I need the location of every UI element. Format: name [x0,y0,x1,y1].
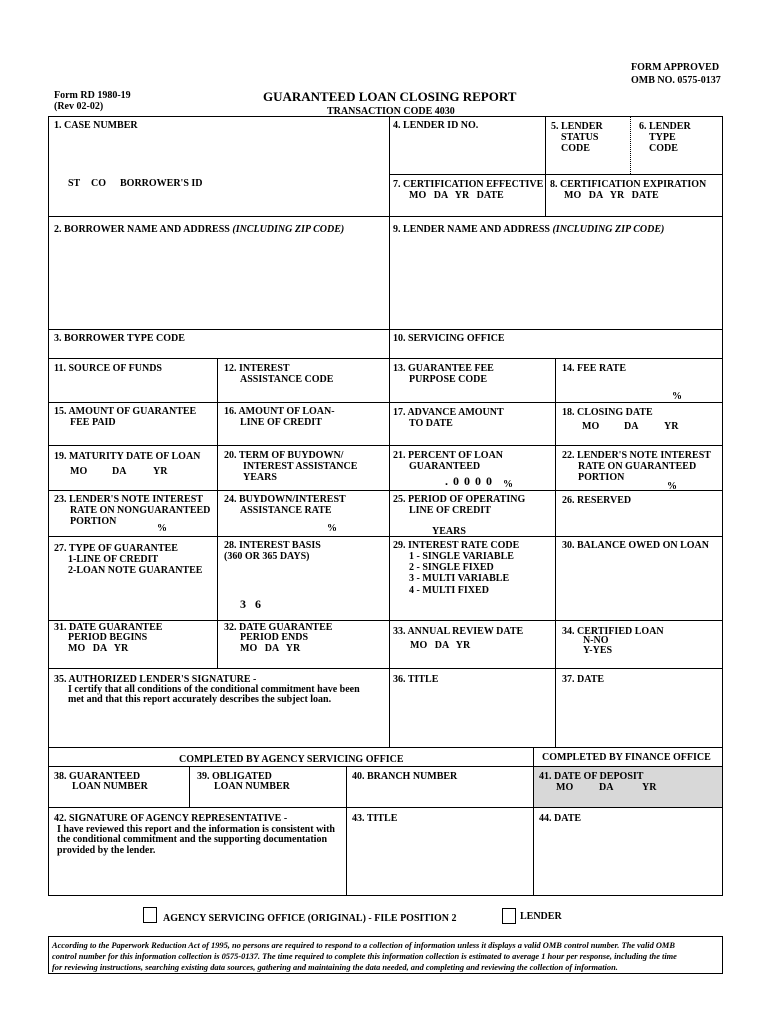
note-rate-guaranteed-percent: % [667,481,677,492]
closing-date-mo: MO [582,421,600,432]
note-rate-guaranteed-label-2: RATE ON GUARANTEED [578,461,697,472]
certified-loan-yes: Y-YES [583,645,613,656]
agency-copy-checkbox[interactable] [143,907,157,923]
agency-certification-text-2: the conditional commitment and the supporting documentation [57,834,328,845]
divider [48,445,723,446]
closing-date-label: 18. CLOSING DATE [562,407,653,418]
borrower-name-address-label: 2. BORROWER NAME AND ADDRESS (INCLUDING ZIP CODE) [54,224,345,235]
date-of-deposit-label: 41. DATE OF DEPOSIT [539,771,644,782]
guarantee-fee-paid-label-2: FEE PAID [70,417,116,428]
maturity-date-label: 19. MATURITY DATE OF LOAN [54,451,201,462]
annual-review-date-label: 33. ANNUAL REVIEW DATE [393,626,524,637]
divider [346,766,347,896]
lender-copy-label: LENDER [520,911,562,922]
pra-line-2: control number for this information collection is 0575-0137. The time required to complete this information collection is estimated to average 1 hour per response, including the time [52,952,677,961]
lender-type-code-label-2: TYPE [649,132,676,143]
borrower-id-label: BORROWER'S ID [120,178,203,189]
fee-rate-percent: % [672,391,682,402]
lender-id-label: 4. LENDER ID NO. [393,120,479,131]
reserved-label: 26. RESERVED [562,495,632,506]
obligated-loan-number-label-2: LOAN NUMBER [214,781,290,792]
note-rate-nonguaranteed-label-3: PORTION [70,516,117,527]
source-of-funds-label: 11. SOURCE OF FUNDS [54,363,162,374]
lender-status-code-label-1: 5. LENDER [551,121,603,132]
interest-assistance-code-label-2: ASSISTANCE CODE [240,374,334,385]
divider [48,402,723,403]
lender-signature-label: 35. AUTHORIZED LENDER'S SIGNATURE - [54,674,257,685]
operating-line-period-label-1: 25. PERIOD OF OPERATING [393,494,526,505]
pra-line-1: According to the Paperwork Reduction Act of 1995, no persons are required to respond to a collection of information unless it displays a valid OMB control number. The valid OMB [52,941,675,950]
paperwork-reduction-notice [52,940,724,973]
guarantee-fee-paid-label-1: 15. AMOUNT OF GUARANTEE [54,406,197,417]
guarantee-fee-purpose-label-1: 13. GUARANTEE FEE [393,363,494,374]
guarantee-period-begins-label-1: 31. DATE GUARANTEE [54,622,163,633]
form-revision: (Rev 02-02) [54,101,104,112]
guarantee-period-begins-date: MO DA YR [68,643,129,654]
pra-line-3: for reviewing instructions, searching existing data sources, gathering and maintaining the data needed, and completing and reviewing the collection of information. [52,963,618,972]
obligated-loan-number-label-1: 39. OBLIGATED [197,771,272,782]
divider [48,216,723,217]
percent-guaranteed-label-1: 21. PERCENT OF LOAN [393,450,504,461]
certification-effective-label: 7. CERTIFICATION EFFECTIVE [393,179,544,190]
case-number-label: 1. CASE NUMBER [54,120,138,131]
lender-date-label: 37. DATE [562,674,605,685]
interest-basis-value: 36 [240,597,270,611]
divider [48,620,723,621]
certification-effective-date-label: MO DA YR DATE [409,190,504,201]
lender-certification-text-2: met and that this report accurately describes the subject loan. [68,694,332,705]
omb-number: OMB NO. 0575-0137 [631,75,721,86]
lender-type-code-label-1: 6. LENDER [639,121,691,132]
closing-date-yr: YR [664,421,679,432]
annual-review-date-parts: MO DA YR [410,640,471,651]
lender-status-code-label-2: STATUS [561,132,599,143]
note-rate-guaranteed-label-3: PORTION [578,472,625,483]
divider [48,536,723,537]
lender-status-code-label-3: CODE [561,143,590,154]
divider [189,766,190,807]
maturity-date-da: DA [112,466,127,477]
note-rate-nonguaranteed-percent: % [157,523,167,534]
agency-certification-text-3: provided by the lender. [57,845,156,856]
interest-rate-code-option-1: 1 - SINGLE VARIABLE [409,551,514,562]
transaction-code: TRANSACTION CODE 4030 [327,106,455,117]
certified-loan-label: 34. CERTIFIED LOAN [562,626,664,637]
agency-title-label: 43. TITLE [352,813,398,824]
date-of-deposit-mo: MO [556,782,574,793]
loan-amount-label-2: LINE OF CREDIT [240,417,322,428]
buydown-rate-percent: % [327,523,337,534]
advance-amount-label-2: TO DATE [409,418,453,429]
divider [48,358,723,359]
maturity-date-yr: YR [153,466,168,477]
interest-rate-code-option-3: 3 - MULTI VARIABLE [409,573,510,584]
maturity-date-mo: MO [70,466,88,477]
form-approved-label: FORM APPROVED [631,62,720,73]
term-of-buydown-label-3: YEARS [243,472,277,483]
lender-type-code-label-3: CODE [649,143,678,154]
percent-guaranteed-percent: % [503,479,513,490]
divider [48,490,723,491]
county-label: CO [91,178,106,189]
lender-name-address-label: 9. LENDER NAME AND ADDRESS (INCLUDING ZIP CODE) [393,224,665,235]
divider [48,668,723,669]
divider [389,174,723,175]
term-of-buydown-label-2: INTEREST ASSISTANCE [243,461,358,472]
guarantee-period-begins-label-2: PERIOD BEGINS [68,632,148,643]
guarantee-period-ends-label-1: 32. DATE GUARANTEE [224,622,333,633]
buydown-rate-label-1: 24. BUYDOWN/INTEREST [224,494,346,505]
closing-date-da: DA [624,421,639,432]
guaranteed-loan-number-label-2: LOAN NUMBER [72,781,148,792]
date-of-deposit-yr: YR [642,782,657,793]
divider [555,358,556,747]
branch-number-label: 40. BRANCH NUMBER [352,771,458,782]
certified-loan-no: N-NO [583,635,609,646]
finance-section-heading: COMPLETED BY FINANCE OFFICE [542,752,711,763]
agency-certification-text-1: I have reviewed this report and the information is consistent with [57,824,335,835]
balance-owed-label: 30. BALANCE OWED ON LOAN [562,540,709,551]
percent-guaranteed-value: .0000 [445,474,497,488]
divider [389,116,390,747]
form-title: GUARANTEED LOAN CLOSING REPORT [263,89,517,104]
agency-date-label: 44. DATE [539,813,582,824]
fee-rate-label: 14. FEE RATE [562,363,626,374]
agency-copy-label: AGENCY SERVICING OFFICE (ORIGINAL) - FILE POSITION 2 [163,913,457,924]
divider [48,329,723,330]
state-label: ST [68,178,81,189]
operating-line-period-label-2: LINE OF CREDIT [409,505,491,516]
date-of-deposit-da: DA [599,782,614,793]
divider [545,116,546,216]
divider [217,358,218,668]
interest-rate-code-label: 29. INTEREST RATE CODE [393,540,520,551]
divider [630,116,631,174]
divider [48,807,723,808]
divider [48,747,723,748]
advance-amount-label-1: 17. ADVANCE AMOUNT [393,407,504,418]
interest-assistance-code-label-1: 12. INTEREST [224,363,290,374]
operating-line-period-years: YEARS [432,526,466,537]
borrower-type-code-label: 3. BORROWER TYPE CODE [54,333,185,344]
interest-rate-code-option-2: 2 - SINGLE FIXED [409,562,494,573]
form-number: Form RD 1980-19 [54,90,131,101]
note-rate-nonguaranteed-label-2: RATE ON NONGUARANTEED [70,505,211,516]
loan-amount-label-1: 16. AMOUNT OF LOAN- [224,406,335,417]
agency-signature-label: 42. SIGNATURE OF AGENCY REPRESENTATIVE - [54,813,288,824]
interest-rate-code-option-4: 4 - MULTI FIXED [409,585,489,596]
type-of-guarantee-label: 27. TYPE OF GUARANTEE [54,543,178,554]
servicing-office-label: 10. SERVICING OFFICE [393,333,505,344]
interest-basis-label-1: 28. INTEREST BASIS [224,540,321,551]
certification-expiration-date-label: MO DA YR DATE [564,190,659,201]
certification-expiration-label: 8. CERTIFICATION EXPIRATION [550,179,707,190]
lender-copy-checkbox[interactable] [502,908,516,924]
guarantee-fee-purpose-label-2: PURPOSE CODE [409,374,488,385]
agency-section-heading: COMPLETED BY AGENCY SERVICING OFFICE [179,754,404,765]
type-of-guarantee-option-2: 2-LOAN NOTE GUARANTEE [68,565,203,576]
lender-title-label: 36. TITLE [393,674,439,685]
percent-guaranteed-label-2: GUARANTEED [409,461,481,472]
type-of-guarantee-option-1: 1-LINE OF CREDIT [68,554,159,565]
interest-basis-label-2: (360 OR 365 DAYS) [224,551,310,562]
note-rate-nonguaranteed-label-1: 23. LENDER'S NOTE INTEREST [54,494,203,505]
note-rate-guaranteed-label-1: 22. LENDER'S NOTE INTEREST [562,450,711,461]
buydown-rate-label-2: ASSISTANCE RATE [240,505,332,516]
guaranteed-loan-number-label-1: 38. GUARANTEED [54,771,141,782]
lender-certification-text-1: I certify that all conditions of the conditional commitment have been [68,684,360,695]
term-of-buydown-label-1: 20. TERM OF BUYDOWN/ [224,450,344,461]
guarantee-period-ends-label-2: PERIOD ENDS [240,632,309,643]
guarantee-period-ends-date: MO DA YR [240,643,301,654]
